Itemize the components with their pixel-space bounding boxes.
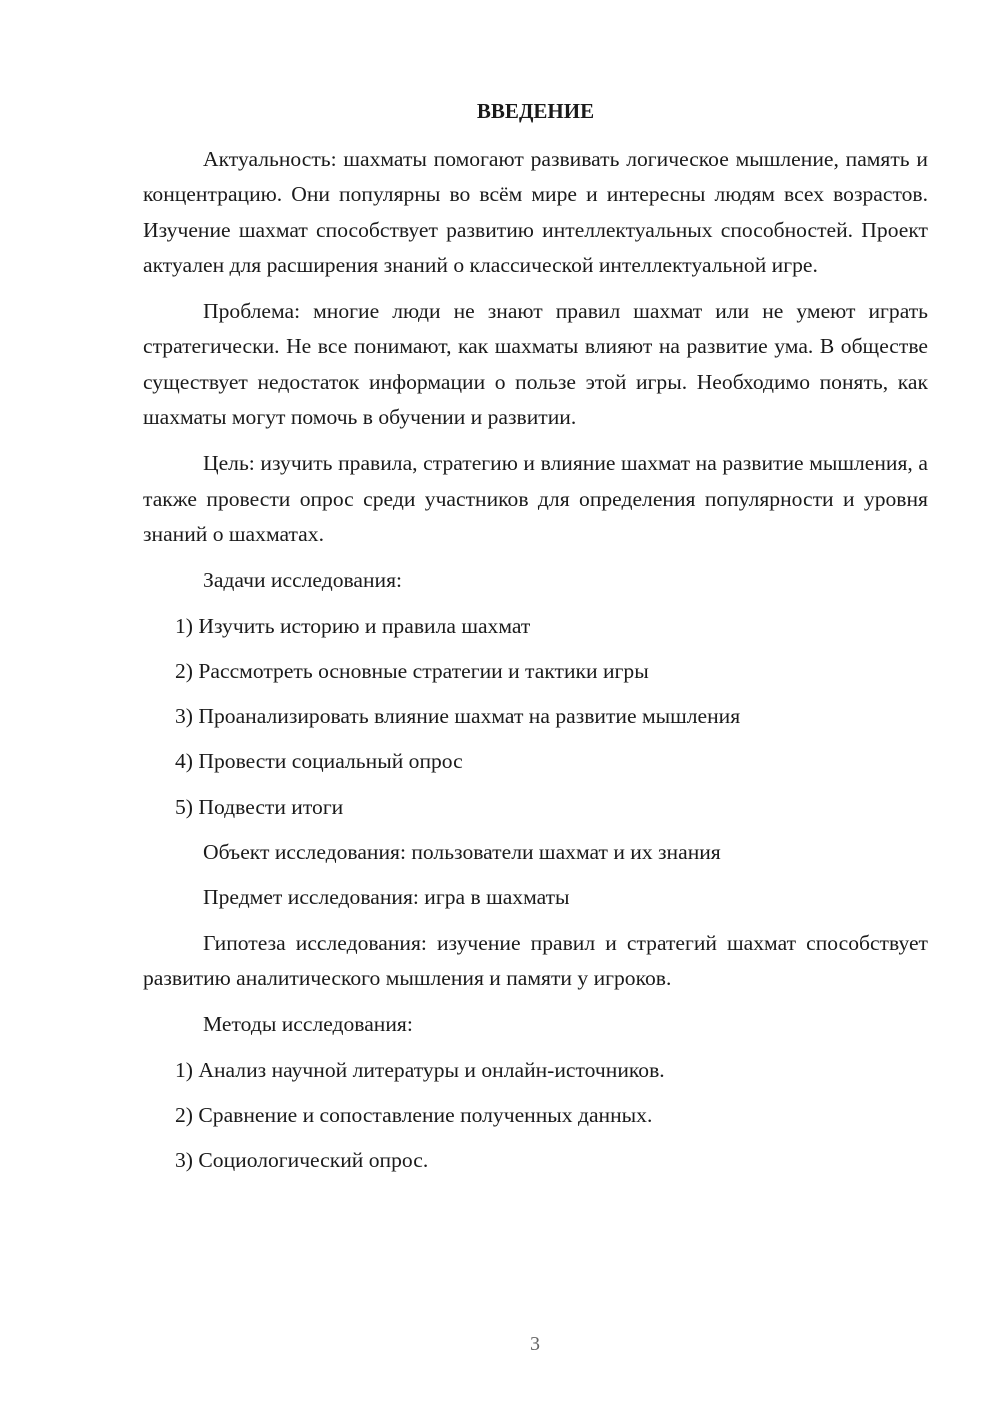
- page-number: 3: [530, 1333, 540, 1355]
- method-item: 2) Сравнение и сопоставление полученных данных.: [175, 1102, 653, 1127]
- goal-paragraph: Цель: изучить правила, стратегию и влияние шахмат на развитие мышления, а также провести опрос среди участников для определения популярности и уровня знаний о шахматах.: [143, 451, 928, 546]
- task-item: 5) Подвести итоги: [175, 794, 344, 819]
- problem-paragraph: Проблема: многие люди не знают правил шахмат или не умеют играть стратегически. Не все понимают, как шахматы влияют на развитие ума. В обществе существует недостаток информации о пользе этой игры. Необходимо понять, как шахматы могут помочь в обучении и развитии.: [143, 299, 928, 430]
- task-item: 1) Изучить историю и правила шахмат: [175, 613, 531, 638]
- object-line: Объект исследования: пользователи шахмат и их знания: [203, 840, 721, 865]
- relevance-paragraph: Актуальность: шахматы помогают развивать логическое мышление, память и концентрацию. Они популярны во всём мире и интересны людям всех возрастов. Изучение шахмат способствует развитию интеллектуальных способностей. Проект актуален для расширения знаний о классической интеллектуальной игре.: [143, 147, 928, 277]
- page-title: ВВЕДЕНИЕ: [476, 99, 595, 123]
- tasks-list: [143, 609, 928, 825]
- tasks-heading: Задачи исследования:: [203, 568, 403, 593]
- methods-list: [143, 1053, 928, 1179]
- subject-line: Предмет исследования: игра в шахматы: [203, 885, 570, 910]
- document-body: [143, 142, 928, 1188]
- method-item: 3) Социологический опрос.: [175, 1148, 429, 1173]
- task-item: 4) Провести социальный опрос: [175, 749, 463, 774]
- methods-heading: Методы исследования:: [203, 1012, 413, 1037]
- hypothesis-paragraph: Гипотеза исследования: изучение правил и стратегий шахмат способствует развитию аналитического мышления и памяти у игроков.: [143, 930, 928, 990]
- task-item: 3) Проанализировать влияние шахмат на развитие мышления: [175, 704, 741, 729]
- method-item: 1) Анализ научной литературы и онлайн-источников.: [175, 1057, 665, 1082]
- task-item: 2) Рассмотреть основные стратегии и тактики игры: [175, 658, 649, 683]
